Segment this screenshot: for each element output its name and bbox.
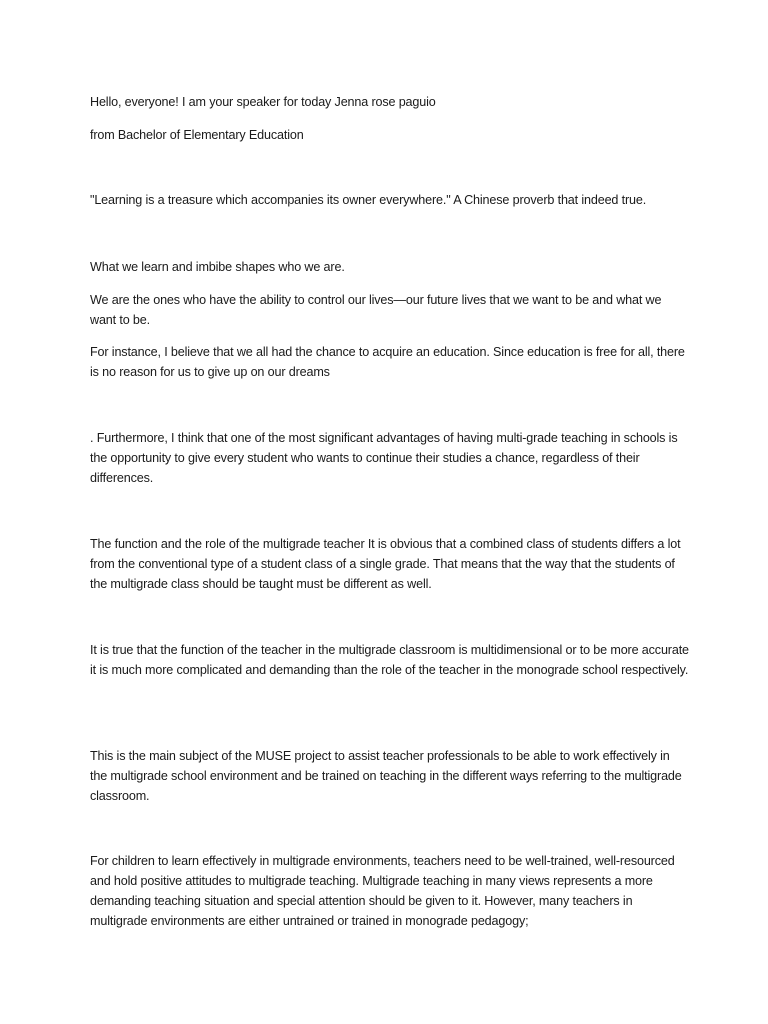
paragraph-program: from Bachelor of Elementary Education — [90, 128, 304, 142]
paragraph-teacher-role: The function and the role of the multigrade teacher It is obvious that a combined class of students differs a lot from the conventional type of a student class of a single grade. That means that the way that the students of the multigrade class should be taught must be different as well. — [90, 537, 681, 591]
paragraph-muse-project: This is the main subject of the MUSE project to assist teacher professionals to be able to work effectively in the multigrade school environment and be trained on teaching in the different ways referring to the multigrade classroom. — [90, 749, 682, 803]
paragraph-teacher-function: It is true that the function of the teacher in the multigrade classroom is multidimensional or to be more accurate it is much more complicated and demanding than the role of the teacher in the monograde school respectively. — [90, 643, 689, 677]
paragraph-multigrade-advantages: . Furthermore, I think that one of the most significant advantages of having multi-grade teaching in schools is the opportunity to give every student who wants to continue their studies a chance, regardless of their differences. — [90, 431, 678, 485]
paragraph-proverb: "Learning is a treasure which accompanies its owner everywhere." A Chinese proverb that indeed true. — [90, 193, 647, 207]
paragraph-education-free: For instance, I believe that we all had the chance to acquire an education. Since education is free for all, there is no reason for us to give up on our dreams — [90, 345, 685, 379]
paragraph-children-learning: For children to learn effectively in multigrade environments, teachers need to be well-trained, well-resourced and hold positive attitudes to multigrade teaching. Multigrade teaching in many views represents a more demanding teaching situation and special attention should be given to it. However, many teachers in multigrade environments are either untrained or trained in monograde pedagogy; — [90, 854, 675, 928]
paragraph-greeting: Hello, everyone! I am your speaker for today Jenna rose paguio — [90, 95, 436, 109]
paragraph-control-lives: We are the ones who have the ability to control our lives—our future lives that we want to be and what we want to be. — [90, 293, 662, 327]
paragraph-shapes: What we learn and imbibe shapes who we are. — [90, 260, 345, 274]
